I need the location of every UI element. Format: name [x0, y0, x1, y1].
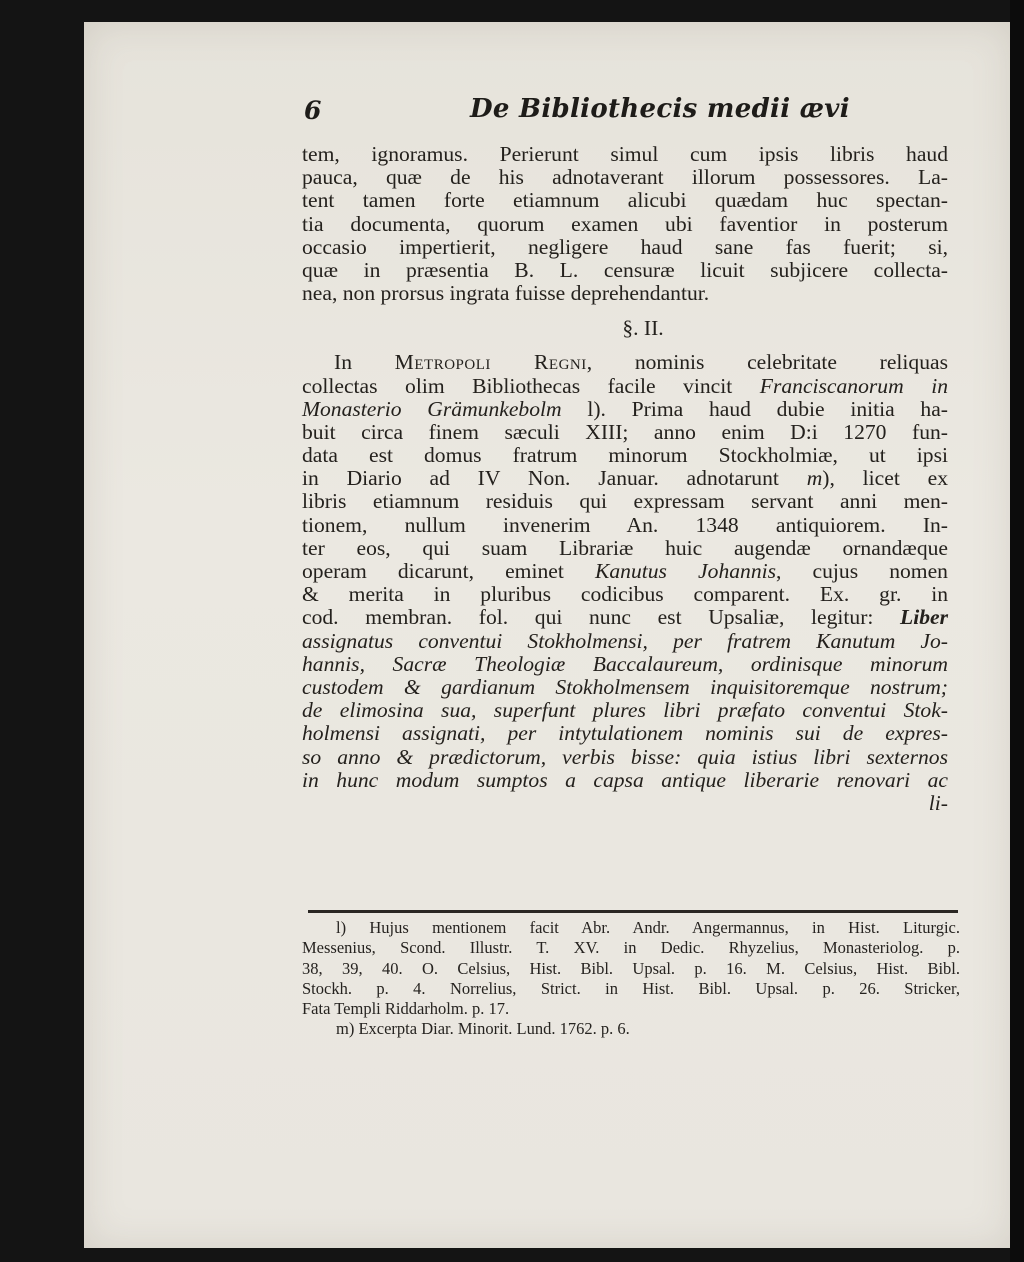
- text-line: buit circa finem sæculi XIII; anno enim D:i 1270 fun-: [302, 419, 948, 444]
- catchword: [302, 792, 948, 815]
- page-number: 6: [304, 96, 322, 125]
- footnote-line: 38, 39, 40. O. Celsius, Hist. Bibl. Upsal. p. 16. M. Celsius, Hist. Bibl.: [302, 958, 960, 978]
- text-run: in Diario ad IV Non. Januar. adnotarunt: [302, 466, 779, 491]
- text-line: libris etiamnum residuis qui expressam servant anni men-: [302, 489, 948, 514]
- text-line: [302, 351, 948, 374]
- page-header: [300, 92, 940, 132]
- text-line: tem, ignoramus. Perierunt simul cum ipsis libris haud: [302, 142, 948, 166]
- paragraph-1: [302, 143, 948, 305]
- running-title: De Bibliothecis medii ævi: [470, 94, 850, 124]
- small-caps-run: Metropoli Regni: [394, 350, 587, 375]
- text-line: & merita in pluribus codicibus comparent. Ex. gr. in: [302, 582, 948, 607]
- text-line: data est domus fratrum minorum Stockholmiæ, ut ipsi: [302, 443, 948, 468]
- text-line: tent tamen forte etiamnum alicubi quædam huc spectan-: [302, 188, 948, 213]
- italic-line: assignatus conventui Stokholmensi, per fratrem Kanutum Jo-: [302, 628, 948, 653]
- text-line: [302, 398, 948, 421]
- section-heading: §. II.: [622, 316, 664, 341]
- text-line: [302, 560, 948, 583]
- scan-edge: [1010, 0, 1024, 1262]
- paragraph-2: [302, 351, 948, 815]
- italic-line: holmensi assignati, per intytulationem nominis sui de expres-: [302, 721, 948, 746]
- italic-line: in hunc modum sumptos a capsa antique liberarie renovari ac: [302, 767, 948, 792]
- italic-run: m: [806, 466, 823, 491]
- footnote-line: l) Hujus mentionem facit Abr. Andr. Angermannus, in Hist. Liturgic.: [336, 918, 960, 937]
- text-line: tia documenta, quorum examen ubi faventior in posterum: [302, 211, 948, 236]
- footnote-line: Stockh. p. 4. Norrelius, Strict. in Hist. Bibl. Upsal. p. 26. Stricker,: [302, 978, 960, 998]
- text-run: ), licet ex: [822, 466, 948, 491]
- text-line: pauca, quæ de his adnotaverant illorum possessores. La-: [302, 165, 948, 190]
- text-line: tionem, nullum invenerim An. 1348 antiquiorem. In-: [302, 512, 948, 537]
- footnote-line: m) Excerpta Diar. Minorit. Lund. 1762. p. 6.: [336, 1019, 630, 1039]
- text-run: l). Prima haud dubie initia ha-: [587, 396, 948, 421]
- italic-line: custodem & gardianum Stokholmensem inquisitoremque nostrum;: [302, 674, 948, 699]
- text-run: collectas olim Bibliothecas facile vincit: [302, 373, 733, 398]
- footnotes: [302, 918, 960, 1040]
- italic-run: Monasterio Grämunkebolm: [302, 396, 562, 421]
- footnote-rule: [308, 910, 958, 913]
- text-line: occasio impertierit, negligere haud sane fas fuerit; si,: [302, 234, 948, 259]
- italic-run: Franciscanorum in: [759, 373, 948, 398]
- italic-run: Kanutus Johannis: [594, 559, 777, 583]
- footnote-line: Fata Templi Riddarholm. p. 17.: [302, 999, 510, 1019]
- footnote-line: Messenius, Scond. Illustr. T. XV. in Dedic. Rhyzelius, Monasteriolog. p.: [302, 938, 960, 958]
- italic-line: so anno & prædictorum, verbis bisse: quia istius libri sexternos: [302, 744, 948, 769]
- body-text: [302, 143, 948, 815]
- italic-line: de elimosina sua, superfunt plures libri præfato conventui Stok-: [302, 698, 948, 723]
- text-run: In: [334, 350, 352, 375]
- text-line: nea, non prorsus ingrata fuisse deprehendantur.: [302, 281, 710, 306]
- catchword-text: li-: [928, 790, 948, 815]
- text-run: operam dicarunt, eminet: [302, 559, 564, 583]
- text-run: cod. membran. fol. qui nunc est Upsaliæ, legitur:: [302, 605, 874, 630]
- text-run: , cujus nomen: [776, 559, 948, 583]
- italic-line: hannis, Sacræ Theologiæ Baccalaureum, ordinisque minorum: [302, 651, 948, 676]
- text-line: [302, 467, 948, 490]
- italic-run: Liber: [900, 605, 948, 630]
- text-line: quæ in præsentia B. L. censuræ licuit subjicere collecta-: [302, 257, 948, 282]
- text-line: [302, 375, 948, 398]
- text-line: [302, 606, 948, 629]
- text-line: ter eos, qui suam Librariæ huic augendæ ornandæque: [302, 535, 948, 560]
- text-run: , nominis celebritate reliquas: [586, 350, 948, 375]
